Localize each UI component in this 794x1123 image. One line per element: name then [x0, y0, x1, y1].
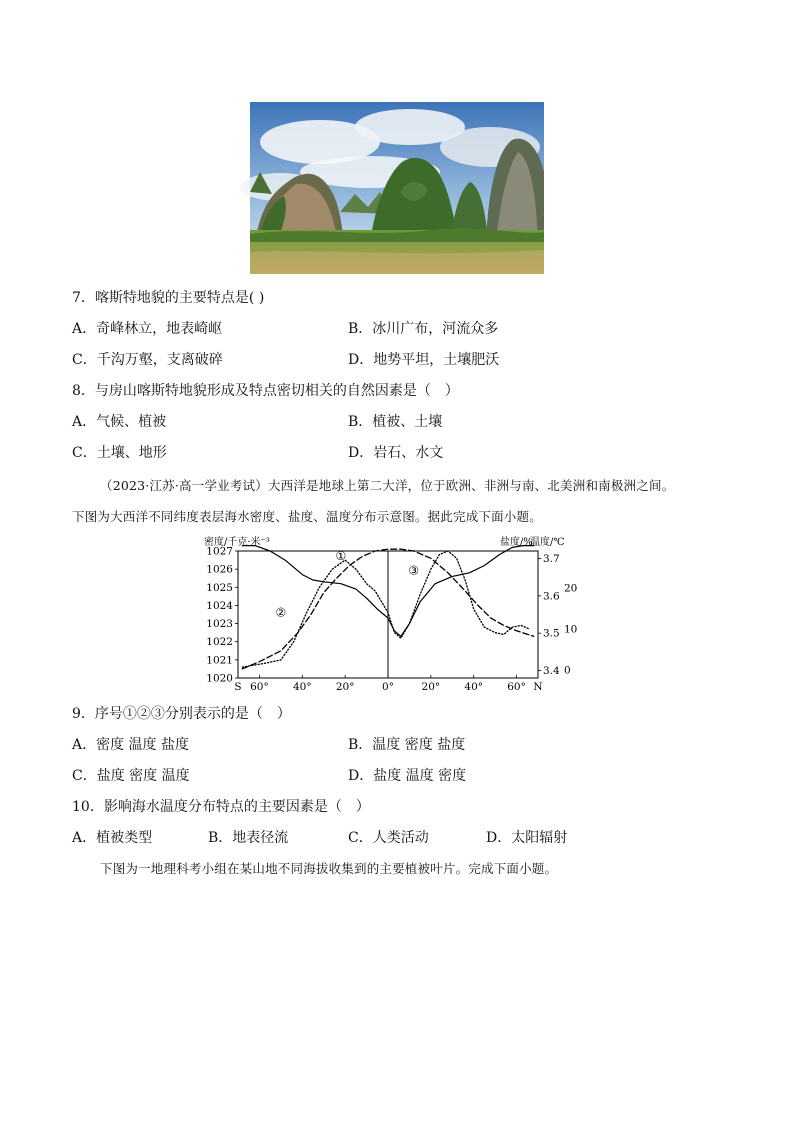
karst-landscape-photo — [250, 102, 544, 274]
chart-svg — [200, 533, 578, 695]
curve-label-1: ① — [335, 549, 347, 564]
q7-option-c[interactable]: C．千沟万壑，支离破碎 — [72, 352, 223, 368]
salinity-tick-label: 3.5 — [543, 627, 560, 640]
x-tick-label: S — [234, 681, 242, 693]
passage-1-line-1: （2023·江苏·高一学业考试）大西洋是地球上第二大洋，位于欧洲、非洲与南、北美洲和南极洲之间。 — [100, 478, 675, 493]
left-tick-label: 1022 — [206, 636, 233, 649]
passage-1-line-2: 下图为大西洋不同纬度表层海水密度、盐度、温度分布示意图。据此完成下面小题。 — [72, 509, 542, 524]
temperature-tick-label: 10 — [564, 623, 578, 636]
salinity-tick-label: 3.4 — [543, 665, 560, 678]
q7-stem: 7．喀斯特地貌的主要特点是( ) — [72, 290, 265, 306]
x-tick-label: 60° — [507, 681, 526, 693]
left-tick-label: 1025 — [206, 581, 233, 594]
q10-option-c[interactable]: C．人类活动 — [348, 830, 429, 846]
q10-stem: 10．影响海水温度分布特点的主要因素是（ ） — [72, 799, 370, 815]
x-tick-label: 40° — [464, 681, 484, 693]
right-axis-label-temperature: 温度/℃ — [530, 537, 565, 548]
q9-option-b[interactable]: B．温度 密度 盐度 — [348, 737, 466, 753]
left-tick-label: 1020 — [206, 672, 233, 685]
temperature-tick-label: 0 — [564, 664, 571, 677]
q9-stem: 9．序号①②③分别表示的是（ ） — [72, 706, 291, 722]
left-tick-label: 1023 — [206, 618, 233, 631]
x-tick-label: 0° — [382, 681, 394, 693]
q9-option-a[interactable]: A．密度 温度 盐度 — [72, 737, 190, 753]
q7-option-a[interactable]: A．奇峰林立，地表崎岖 — [72, 321, 223, 337]
x-tick-label: N — [533, 681, 543, 693]
salinity-tick-label: 3.7 — [543, 552, 560, 565]
q9-option-d[interactable]: D．盐度 温度 密度 — [348, 768, 467, 784]
q9-option-c[interactable]: C．盐度 密度 温度 — [72, 768, 190, 784]
q10-option-b[interactable]: B．地表径流 — [208, 830, 289, 846]
left-tick-label: 1021 — [206, 654, 233, 667]
q7-option-b[interactable]: B．冰川广布，河流众多 — [348, 321, 499, 337]
q7-option-d[interactable]: D．地势平坦，土壤肥沃 — [348, 352, 500, 368]
x-tick-label: 20° — [421, 681, 441, 693]
salinity-tick-label: 3.6 — [543, 590, 560, 603]
x-tick-label: 20° — [335, 681, 355, 693]
curve-label-2: ② — [275, 605, 287, 620]
left-tick-label: 1027 — [206, 545, 233, 558]
q8-option-b[interactable]: B．植被、土壤 — [348, 414, 443, 430]
left-tick-label: 1024 — [206, 599, 233, 612]
x-tick-label: 40° — [292, 681, 312, 693]
x-tick-label: 60° — [250, 681, 269, 693]
q8-stem: 8．与房山喀斯特地貌形成及特点密切相关的自然因素是（ ） — [72, 383, 459, 399]
atlantic-surface-water-chart — [200, 533, 578, 695]
q8-option-a[interactable]: A．气候、植被 — [72, 414, 167, 430]
q10-option-a[interactable]: A．植被类型 — [72, 830, 153, 846]
left-tick-label: 1026 — [206, 563, 233, 576]
temperature-tick-label: 20 — [564, 582, 578, 595]
left-axis-label: 密度/千克·米⁻³ — [204, 537, 270, 548]
right-axis-label-salinity: 盐度/% — [500, 537, 533, 548]
curve-label-3: ③ — [408, 563, 420, 578]
q8-option-d[interactable]: D．岩石、水文 — [348, 445, 444, 461]
q10-option-d[interactable]: D．太阳辐射 — [486, 830, 568, 846]
q8-option-c[interactable]: C．土壤、地形 — [72, 445, 167, 461]
passage-2: 下图为一地理科考小组在某山地不同海拔收集到的主要植被叶片。完成下面小题。 — [100, 861, 558, 876]
